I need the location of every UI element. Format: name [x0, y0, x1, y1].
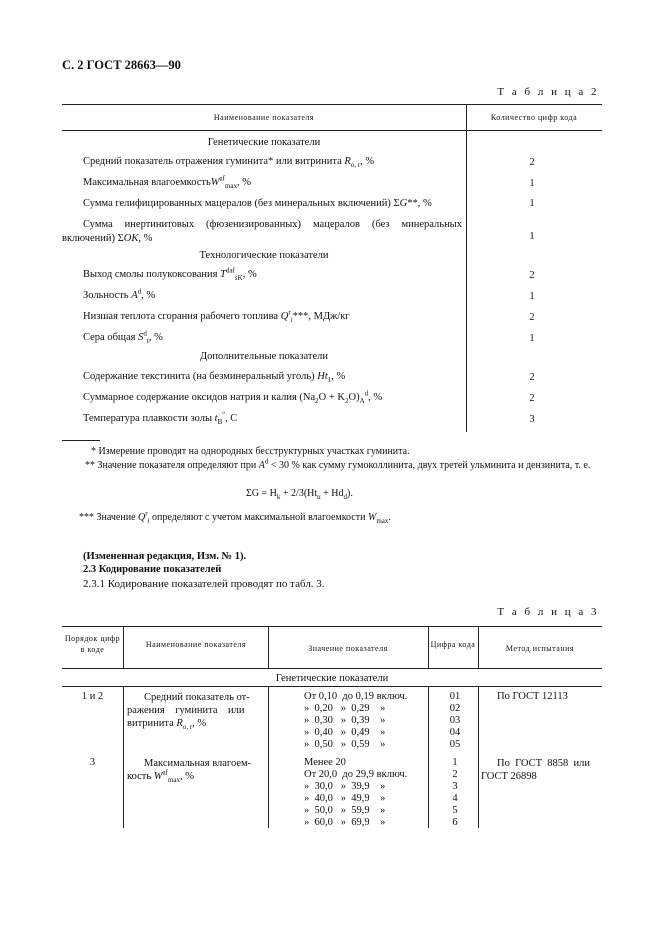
table2-count: 1: [529, 178, 535, 189]
table3-code: 04: [449, 727, 461, 738]
table2-count: 1: [529, 198, 535, 209]
table3-code: 05: [449, 739, 461, 750]
footnote-formula: $\Sigma G = H_k + 2/3(Ht_u + Hd_d)$.: [246, 488, 353, 501]
table2-count: 2: [529, 372, 535, 383]
table2-row-ash: Зольность $A^d$, %: [83, 287, 156, 301]
edit-note: (Измененная редакция, Изм. № 1).: [83, 551, 247, 562]
table3-col-rule: [123, 626, 124, 668]
table2-count: 1: [529, 231, 535, 242]
table2-row-inertinite: Сумма инертинитовых (фюзенизированных) мацералов (без минеральных включений) ΣOK, %: [62, 219, 462, 244]
footnote-3: *** Значение $Q^r_i$ определяют с учетом максимальной влагоемкости $W_{max}$.: [79, 509, 391, 525]
table3-group-rule: [62, 686, 602, 687]
table3-value: Менее 20: [304, 757, 346, 768]
table3-code: 2: [452, 769, 458, 780]
table2-col1-header: Наименование показателя: [213, 113, 315, 122]
table3-col-rule: [123, 686, 124, 828]
page-header: С. 2 ГОСТ 28663—90: [62, 58, 181, 72]
table3-code: 3: [452, 781, 458, 792]
table2-count: 1: [529, 333, 535, 344]
table2-header-rule: [62, 130, 602, 131]
table3-header-rule: [62, 668, 602, 669]
footnote-rule: [62, 440, 100, 441]
table3-value: » 0,40 » 0,49 »: [304, 727, 386, 738]
table2-row-textinite: Содержание текстинита (на безминеральный уголь) $Ht_1$, %: [83, 371, 346, 385]
table3-value: От 20,0 до 29,9 включ.: [304, 769, 408, 780]
table3-row2-order: 3: [89, 757, 96, 768]
table3-value: » 0,50 » 0,59 »: [304, 739, 386, 750]
table3-header-value: Значение показателя: [308, 644, 388, 653]
section-paragraph: 2.3.1 Кодирование показателей проводят по табл. 3.: [83, 578, 325, 590]
table2-row-tar-yield: Выход смолы полукоксования $T^{daf}_{sK}$, %: [83, 266, 257, 283]
table3-code: 1: [452, 757, 458, 768]
table3-group-genetic: Генетические показатели: [275, 673, 389, 684]
table2-count: 2: [529, 157, 535, 168]
table3-code: 6: [452, 817, 458, 828]
table2-group-technological: Технологические показатели: [199, 250, 329, 261]
table2-row-ash-fusion: Температура плавкости золы $t_B^\circ$, С: [83, 410, 238, 427]
table3-row1-method: По ГОСТ 12113: [497, 691, 568, 702]
table3-header-method: Метод испытания: [505, 644, 575, 653]
table2-row-gelified: Сумма гелифицированных мацералов (без минеральных включений) ΣG**, %: [83, 198, 432, 209]
table3-row1-order: 1 и 2: [81, 691, 104, 702]
section-heading: 2.3 Кодирование показателей: [83, 564, 222, 575]
table3-header-code: Цифра кода: [430, 640, 476, 649]
table2-count: 2: [529, 312, 535, 323]
table2-top-rule: [62, 104, 602, 105]
table3-row1-name: Средний показатель от- ражения гуминита или витринита $R_{o, r}$, %: [127, 692, 250, 732]
table2-row-heat: Низшая теплота сгорания рабочего топлива $Q^r_i***$, МДж/кг: [83, 308, 350, 325]
footnote-2: ** Значение показателя определяют при $A^d < 30$ % как сумму гумоколлинита, двух третей ульминита и дензинита, т. е.: [85, 457, 591, 471]
footnote-1: * Измерение проводят на однородных бесструктурных участках гуминита.: [91, 446, 410, 457]
table3-row2-name: Максимальная влагоем- кость $W^{af}_{max}$, %: [127, 758, 252, 785]
table2-count: 2: [529, 270, 535, 281]
table3-code: 03: [449, 715, 461, 726]
table2-count: 3: [529, 414, 535, 425]
table3-header-name: Наименование показателя: [145, 640, 247, 649]
table2-row-reflectance: Средний показатель отражения гуминита* или витринита $R_{o, r}$, %: [83, 156, 375, 170]
table2-group-additional: Дополнительные показатели: [200, 351, 328, 362]
table3-value: » 30,0 » 39,9 »: [304, 781, 386, 792]
table3-value: » 0,30 » 0,39 »: [304, 715, 386, 726]
table2-row-moisture: Максимальная влагоемкостьW$^{af}_{max}$, %: [83, 174, 252, 191]
table3-col-rule: [268, 686, 269, 828]
table2-caption: Т а б л и ц а 2: [497, 86, 599, 98]
table3-code: 02: [449, 703, 461, 714]
table3-code: 4: [452, 793, 458, 804]
table2-group-genetic: Генетические показатели: [207, 137, 321, 148]
table2-row-sulfur: Сера общая $S^d_t$, %: [83, 329, 163, 346]
table3-row2-method: По ГОСТ 8858 или ГОСТ 26898: [481, 758, 590, 782]
table3-value: » 40,0 » 49,9 »: [304, 793, 386, 804]
table3-value: » 0,20 » 0,29 »: [304, 703, 386, 714]
table3-code: 5: [452, 805, 458, 816]
table3-value: » 50,0 » 59,9 »: [304, 805, 386, 816]
table3-code: 01: [449, 691, 461, 702]
table2-count: 1: [529, 291, 535, 302]
table3-top-rule: [62, 626, 602, 627]
table2-count: 2: [529, 393, 535, 404]
table3-value: От 0,10 до 0,19 включ.: [304, 691, 408, 702]
table3-header-order: Порядок цифр в коде: [64, 634, 121, 654]
table2-row-oxides: Суммарное содержание оксидов натрия и калия $(Na_2O + K_2O)_A^d$, %: [83, 389, 383, 406]
table2-col2-header: Количество цифр кода: [490, 113, 578, 122]
table3-value: » 60,0 » 69,9 »: [304, 817, 386, 828]
table3-caption: Т а б л и ц а 3: [497, 606, 599, 618]
